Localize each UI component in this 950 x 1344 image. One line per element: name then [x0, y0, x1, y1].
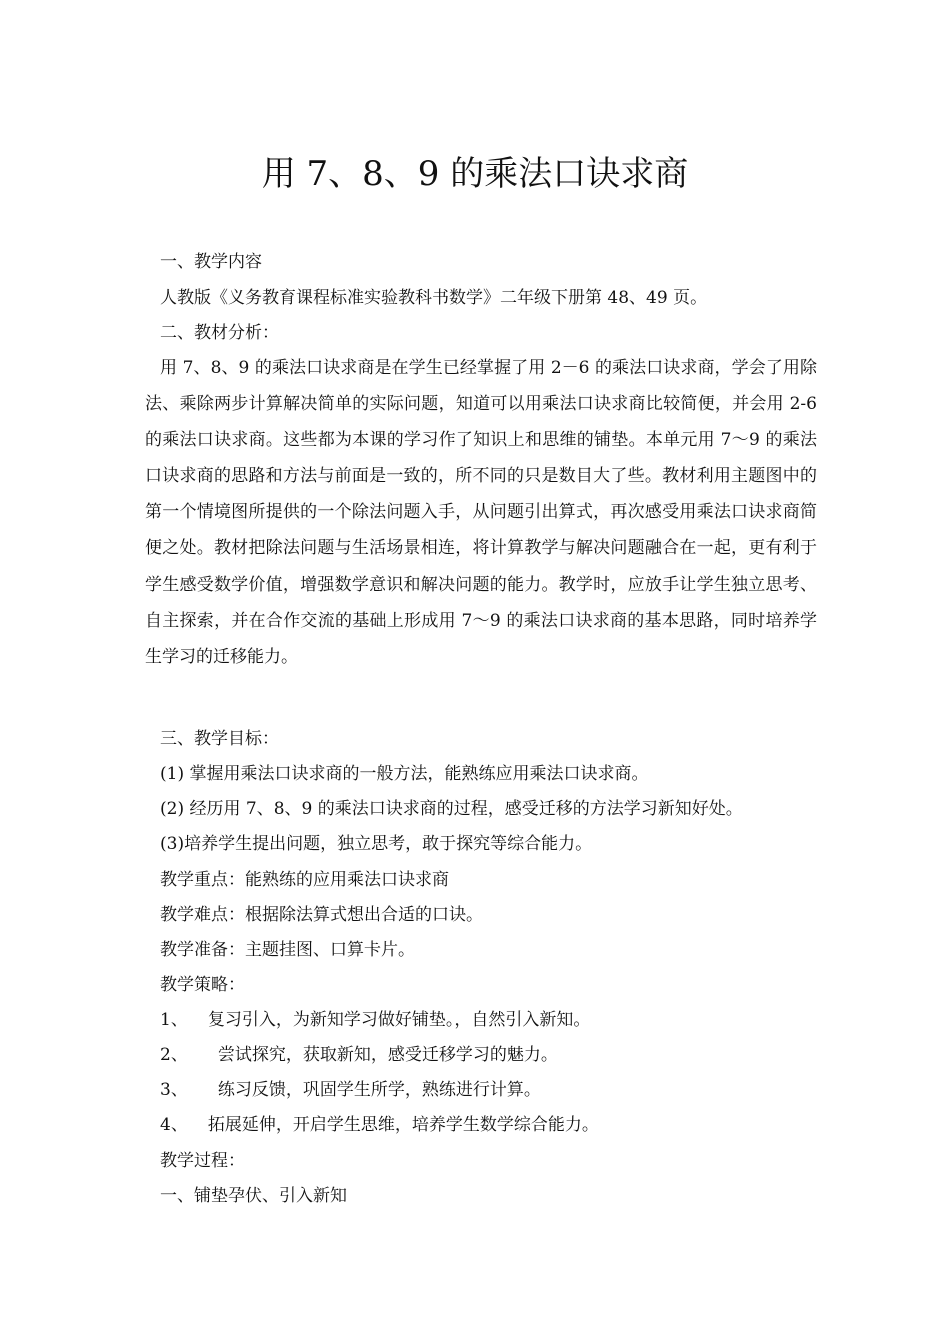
strategy-text: 拓展延伸，开启学生思维，培养学生数学综合能力。: [207, 1115, 599, 1135]
strategy-text: 尝试探究，获取新知，感受迁移学习的魅力。: [217, 1045, 558, 1065]
strategy-number: 1、: [160, 1010, 188, 1030]
goal-item: (2) 经历用 7、8、9 的乘法口诀求商的过程，感受迁移的方法学习新知好处。: [160, 799, 743, 819]
strategy-number: 4、: [160, 1115, 188, 1135]
strategy-heading: 教学策略：: [160, 975, 245, 995]
difficulty-point: 教学难点：根据除法算式想出合适的口诀。: [160, 905, 483, 925]
preparation: 教学准备：主题挂图、口算卡片。: [160, 940, 415, 960]
strategy-number: 3、: [160, 1080, 188, 1100]
strategy-number: 2、: [160, 1045, 188, 1065]
section-heading-analysis: 二、教材分析：: [160, 323, 279, 343]
section-heading-goals: 三、教学目标：: [160, 729, 279, 749]
strategy-item: [160, 1008, 590, 1032]
strategy-text: 练习反馈，巩固学生所学，熟练进行计算。: [217, 1080, 541, 1100]
process-step-1: 一、铺垫孕伏、引入新知: [160, 1186, 347, 1206]
key-point: 教学重点：能熟练的应用乘法口诀求商: [160, 870, 449, 890]
analysis-paragraph: 用 7、8、9 的乘法口诀求商是在学生已经掌握了用 2－6 的乘法口诀求商，学会了用除法、乘除两步计算解决简单的实际问题，知道可以用乘法口诀求商比较简便，并会用 2-6 的乘法口诀求商。这些都为本课的学习作了知识上和思维的铺垫。本单元用 7～9 的乘法口诀求商的思路和方法与前面是一致的，所不同的只是数目大了些。教材利用主题图中的第一个情境图所提供的一个除法问题入手，从问题引出算式，再次感受用乘法口诀求商简便之处。教材把除法问题与生活场景相连，将计算教学与解决问题融合在一起，更有利于学生感受数学价值，增强数学意识和解决问题的能力。教学时，应放手让学生独立思考、自主探索，并在合作交流的基础上形成用 7～9 的乘法口诀求商的基本思路，同时培养学生学习的迁移能力。: [145, 358, 817, 667]
goal-item: (1) 掌握用乘法口诀求商的一般方法，能熟练应用乘法口诀求商。: [160, 764, 649, 784]
document-title: 用 7、8、9 的乘法口诀求商: [261, 154, 689, 194]
strategy-item: [160, 1113, 599, 1137]
section-heading-content: 一、教学内容: [160, 252, 262, 272]
content-text: 人教版《义务教育课程标准实验教科书数学》二年级下册第 48、49 页。: [160, 288, 708, 308]
strategy-item: [160, 1043, 558, 1067]
strategy-text: 复习引入，为新知学习做好铺垫。，自然引入新知。: [207, 1010, 591, 1030]
strategy-item: [160, 1078, 541, 1102]
goal-item: (3)培养学生提出问题，独立思考，敢于探究等综合能力。: [160, 834, 593, 854]
process-heading: 教学过程：: [160, 1151, 245, 1171]
